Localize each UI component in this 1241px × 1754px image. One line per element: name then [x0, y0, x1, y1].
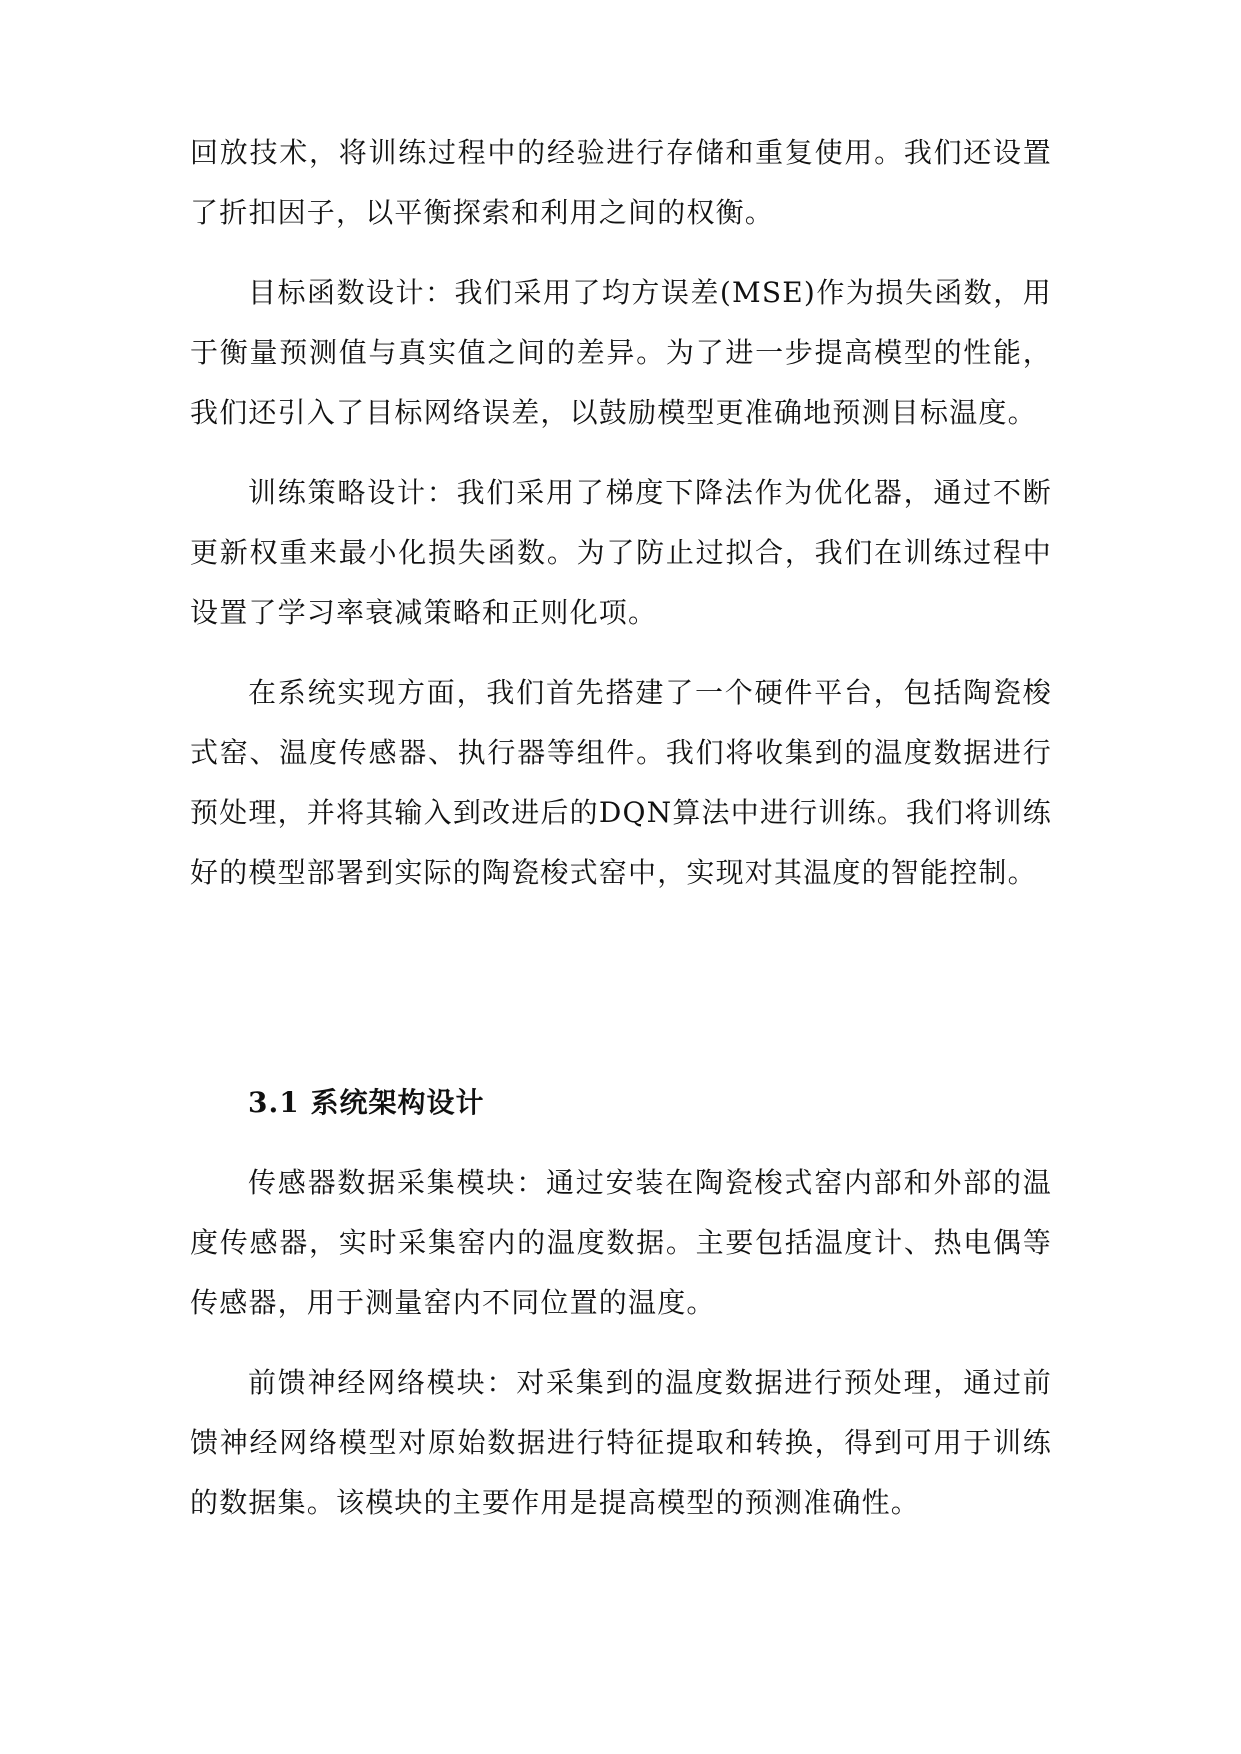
paragraph-system-implementation: 在系统实现方面，我们首先搭建了一个硬件平台，包括陶瓷梭式窑、温度传感器、执行器等组件。我们将收集到的温度数据进行预处理，并将其输入到改进后的DQN算法中进行训练。我们将训练好的模型部署到实际的陶瓷梭式窑中，实现对其温度的智能控制。 [190, 676, 1052, 889]
paragraph-training-strategy: 训练策略设计：我们采用了梯度下降法作为优化器，通过不断更新权重来最小化损失函数。为了防止过拟合，我们在训练过程中设置了学习率衰减策略和正则化项。 [190, 476, 1052, 629]
section-heading: 3.1 系统架构设计 [248, 1086, 485, 1119]
paragraph-sensor-module: 传感器数据采集模块：通过安装在陶瓷梭式窑内部和外部的温度传感器，实时采集窑内的温度数据。主要包括温度计、热电偶等传感器，用于测量窑内不同位置的温度。 [190, 1166, 1052, 1319]
paragraph-experience-replay: 回放技术，将训练过程中的经验进行存储和重复使用。我们还设置了折扣因子，以平衡探索和利用之间的权衡。 [190, 136, 1052, 229]
paragraph-feedforward-module: 前馈神经网络模块：对采集到的温度数据进行预处理，通过前馈神经网络模型对原始数据进行特征提取和转换，得到可用于训练的数据集。该模块的主要作用是提高模型的预测准确性。 [190, 1366, 1052, 1519]
paragraph-objective-function: 目标函数设计：我们采用了均方误差(MSE)作为损失函数，用于衡量预测值与真实值之间的差异。为了进一步提高模型的性能，我们还引入了目标网络误差，以鼓励模型更准确地预测目标温度。 [190, 276, 1052, 429]
